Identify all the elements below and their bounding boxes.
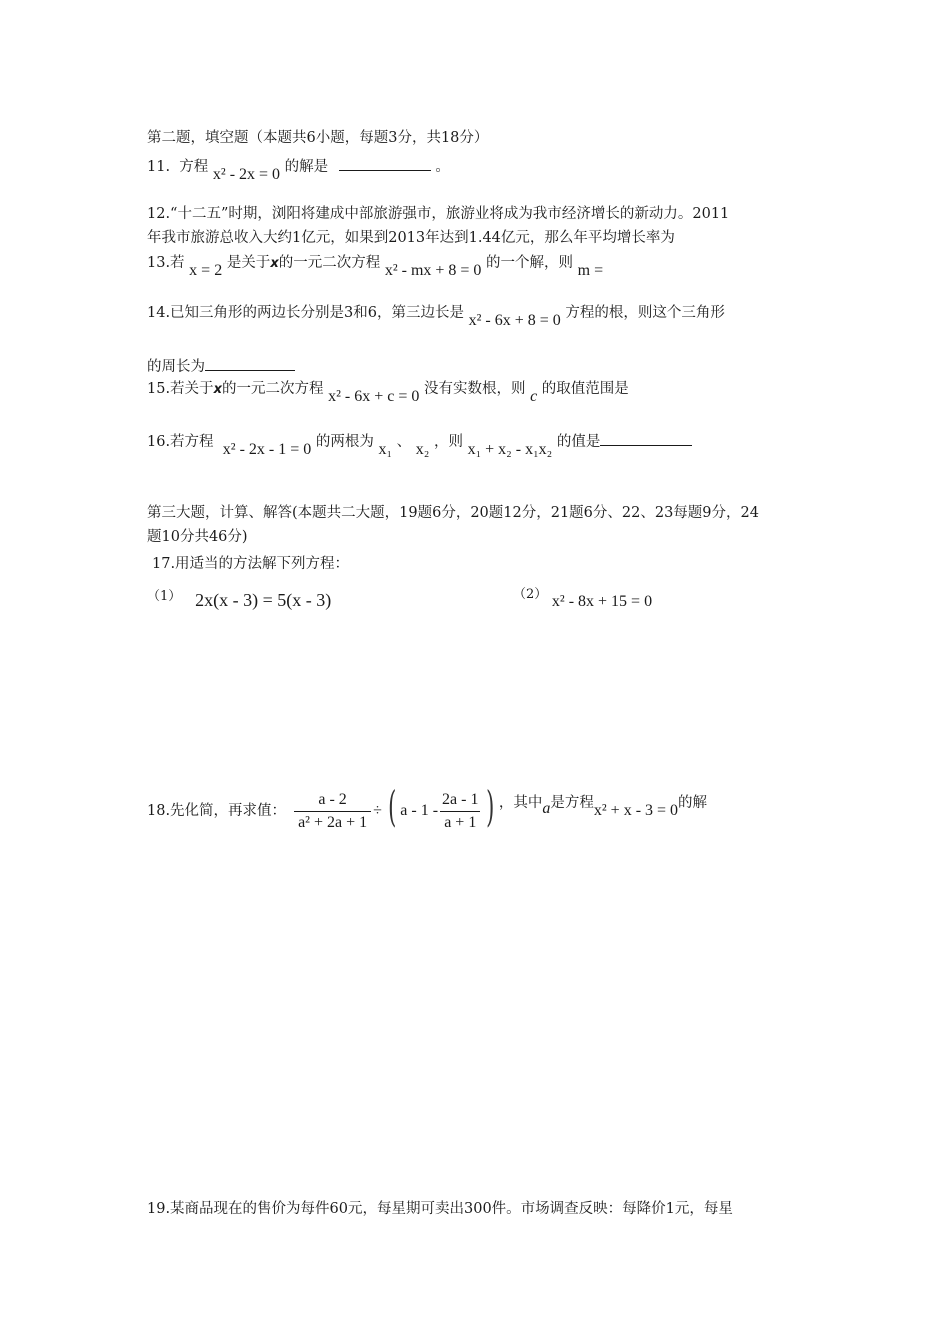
q15-mid: 的一元二次方程 <box>221 381 324 397</box>
question-15 <box>147 379 629 405</box>
q15-pre: 15.若关于 <box>147 381 214 397</box>
q14-line2-text: 的周长为 <box>147 359 205 375</box>
section3-line1: 第三大题，计算、解答(本题共二大题，19题6分，20题12分，21题6分、22、23每题9分，24 <box>147 505 759 521</box>
q18-left-paren-icon: ( <box>387 782 397 831</box>
question-16 <box>147 429 692 458</box>
q18-fraction1 <box>294 789 371 834</box>
question-18 <box>147 782 708 834</box>
q13-pre: 13.若 <box>147 255 185 271</box>
q14-line2 <box>147 354 295 377</box>
q16-mid2: ，则 <box>433 434 463 450</box>
q16-x1: x₁ <box>378 441 393 458</box>
q11-pre: 方程 <box>179 159 209 175</box>
q17-p1-label: （1） <box>147 589 182 604</box>
q17-title: 17.用适当的方法解下列方程： <box>152 556 350 572</box>
q18-frac1-denominator: a² + 2a + 1 <box>294 811 371 834</box>
q11-end: 。 <box>435 159 450 175</box>
q18-right-paren-icon: ) <box>486 782 495 831</box>
q18-mid2: 是方程 <box>550 795 594 811</box>
q15-equation: x² - 6x + c = 0 <box>328 388 420 405</box>
q16-post: 的值是 <box>556 434 601 450</box>
q13-var: x <box>270 256 279 271</box>
q18-equation: x² + x - 3 = 0 <box>593 802 679 819</box>
q18-frac2-numerator: 2a - 1 <box>442 790 479 808</box>
q12-line1: 12.“十二五”时期，浏阳将建成中部旅游强市，旅游业将成为我市经济增长的新动力。2011 <box>147 206 730 222</box>
q14-equation: x² - 6x + 8 = 0 <box>468 312 561 329</box>
q16-mid: 的两根为 <box>315 434 374 450</box>
q18-divide: ÷ <box>373 802 382 819</box>
q16-x2: x₂ <box>415 441 430 458</box>
q16-sep: 、 <box>396 434 412 450</box>
q13-eq1: x = 2 <box>189 262 223 279</box>
question-11 <box>147 154 450 183</box>
q13-eq2: x² - mx + 8 = 0 <box>384 262 482 279</box>
section3-line2: 题10分共46分) <box>147 529 248 545</box>
section2-header: 第二题，填空题（本题共6小题，每题3分，共18分） <box>147 130 489 146</box>
q18-post: 的解 <box>678 795 708 811</box>
q16-equation: x² - 2x - 1 = 0 <box>222 441 312 458</box>
q16-expression: x₁ + x₂ - x₁x₂ <box>467 441 553 458</box>
q17-part1 <box>147 584 332 610</box>
q18-frac2-denominator: a + 1 <box>440 811 480 834</box>
q13-mid2: 的一元二次方程 <box>278 255 381 271</box>
q18-frac1-numerator: a - 2 <box>318 790 347 808</box>
q17-p1-equation: 2x(x - 3) = 5(x - 3) <box>195 590 332 610</box>
question-13 <box>147 253 604 279</box>
q17-part2 <box>513 584 653 610</box>
q16-pre: 16.若方程 <box>147 434 214 450</box>
q11-answer-blank <box>339 154 431 171</box>
q18-inner: a - 1 - <box>400 802 439 819</box>
q15-cvar: c <box>530 388 538 405</box>
q13-mid1: 是关于 <box>226 255 271 271</box>
q18-mid: ，其中 <box>498 795 543 811</box>
q15-post: 没有实数根，则 <box>423 381 526 397</box>
q17-p2-equation: x² - 8x + 15 = 0 <box>551 593 653 610</box>
q18-avar: a <box>542 800 551 817</box>
q16-answer-blank <box>600 429 692 446</box>
q18-pre: 18.先化简，再求值： <box>147 803 287 819</box>
question-14 <box>147 303 725 329</box>
q14-post: 方程的根，则这个三角形 <box>565 305 725 321</box>
q19-line1: 19.某商品现在的售价为每件60元，每星期可卖出300件。市场调查反映：每降价1元，每星 <box>147 1201 733 1217</box>
q14-pre: 14.已知三角形的两边长分别是3和6，第三边长是 <box>147 305 465 321</box>
q15-var: x <box>213 382 222 397</box>
q11-num: 11. <box>147 159 171 175</box>
q13-eq3: m = <box>577 262 604 279</box>
q14-answer-blank <box>205 354 295 371</box>
q11-post: 的解是 <box>284 159 329 175</box>
q18-fraction2 <box>438 789 482 834</box>
q12-line2: 年我市旅游总收入大约1亿元，如果到2013年达到1.44亿元，那么年平均增长率为 <box>147 230 675 246</box>
q15-end: 的取值范围是 <box>541 381 629 397</box>
q11-equation: x² - 2x = 0 <box>212 166 281 183</box>
q13-mid3: 的一个解，则 <box>486 255 574 271</box>
q17-p2-label: （2） <box>513 587 548 602</box>
